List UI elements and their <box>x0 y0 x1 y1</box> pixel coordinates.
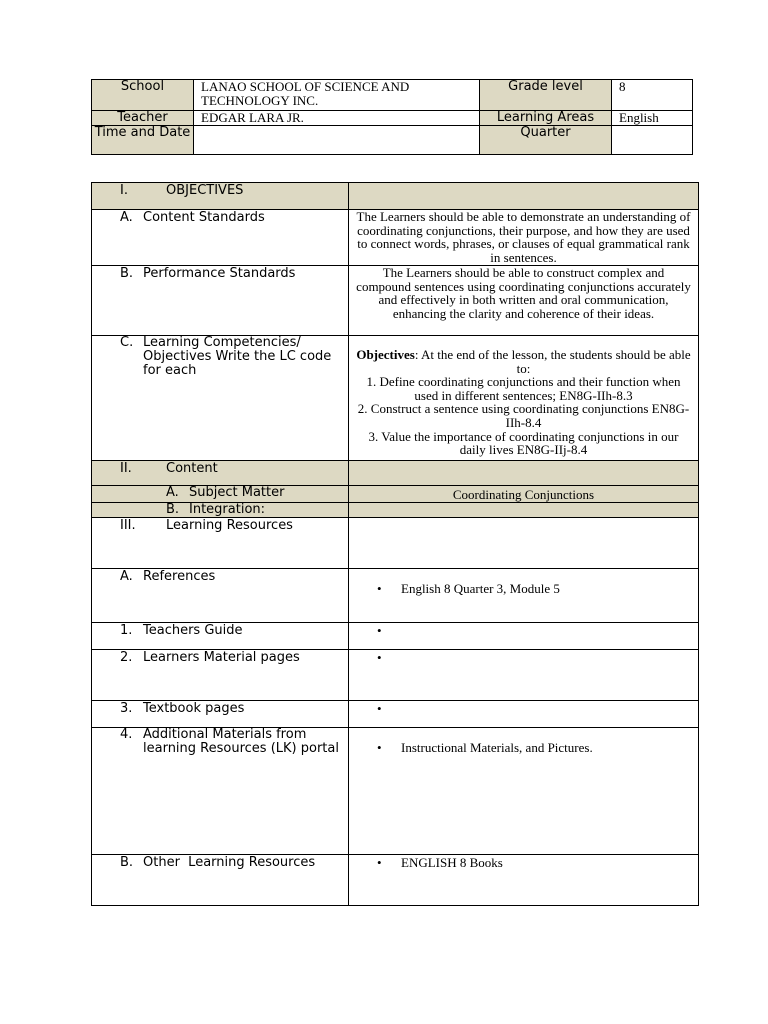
school-label: School <box>92 80 194 111</box>
additional-materials-cell <box>92 727 349 854</box>
bullet-icon: • <box>377 854 382 870</box>
learning-areas-label: Learning Areas <box>480 111 612 126</box>
additional-materials-label: Additional Materials from learning Resources (LK) portal <box>143 726 339 756</box>
integration-cell <box>92 502 349 517</box>
subject-matter-num: A. <box>166 485 179 500</box>
bullet-icon: • <box>377 739 382 755</box>
objectives-intro: : At the end of the lesson, the students should be able to: <box>414 347 691 376</box>
teachers-guide-cell <box>92 622 349 649</box>
learners-material-label: Learners Material pages <box>143 649 300 665</box>
textbook-pages-num: 3. <box>120 700 133 716</box>
learners-material-cell <box>92 649 349 700</box>
lesson-plan-table <box>91 182 699 906</box>
grade-level-value: 8 <box>612 80 693 111</box>
bullet-icon: • <box>377 649 382 665</box>
textbook-pages-value-cell <box>349 700 699 727</box>
content-heading-right <box>349 461 699 486</box>
learning-competencies-cell <box>92 336 349 461</box>
bullet-icon: • <box>377 580 382 596</box>
content-standards-text: The Learners should be able to demonstrate an understanding of coordinating conjunctions, their purpose, and how they are used to connect words, phrases, or clauses of equal grammatical rank in sentences. <box>349 210 699 266</box>
textbook-pages-label: Textbook pages <box>143 700 245 716</box>
performance-standards-num: B. <box>120 266 134 281</box>
learning-resources-heading <box>92 517 349 568</box>
additional-materials-value: Instructional Materials, and Pictures. <box>401 739 593 755</box>
bullet-icon: • <box>377 700 382 716</box>
integration-num: B. <box>166 501 180 517</box>
teacher-label: Teacher <box>92 111 194 126</box>
performance-standards-text: The Learners should be able to construct complex and compound sentences using coordinating conjunctions accurately and effectively in both written and oral communication, enhancing the clarity and coherence of their ideas. <box>349 266 699 336</box>
subject-matter-label: Subject Matter <box>189 485 285 500</box>
learning-areas-value: English <box>612 111 693 126</box>
objectives-intro-line <box>355 348 692 375</box>
other-resources-num: B. <box>120 854 134 870</box>
teachers-guide-value-cell <box>349 622 699 649</box>
objective-3: 3. Value the importance of coordinating conjunctions in our daily lives EN8G-IIj-8.4 <box>368 428 679 458</box>
textbook-pages-cell <box>92 700 349 727</box>
additional-materials-value-cell <box>349 727 699 854</box>
other-resources-value: ENGLISH 8 Books <box>401 854 503 870</box>
learning-competencies-text <box>349 336 699 461</box>
objectives-title: OBJECTIVES <box>166 183 244 198</box>
integration-label: Integration: <box>189 501 266 517</box>
grade-level-label: Grade level <box>480 80 612 111</box>
references-value-cell <box>349 568 699 622</box>
quarter-value <box>612 126 693 155</box>
objectives-heading <box>92 183 349 210</box>
content-numeral: II. <box>120 461 132 476</box>
teacher-value: EDGAR LARA JR. <box>194 111 480 126</box>
objective-1: 1. Define coordinating conjunctions and their function when used in different sentences; EN8G-IIh-8.3 <box>366 374 681 403</box>
references-value: English 8 Quarter 3, Module 5 <box>401 580 560 596</box>
learning-resources-right <box>349 517 699 568</box>
objective-2: 2. Construct a sentence using coordinating conjunctions EN8G-IIh-8.4 <box>357 401 690 430</box>
content-standards-num: A. <box>120 210 133 225</box>
learners-material-value-cell <box>349 649 699 700</box>
performance-standards-cell <box>92 266 349 336</box>
objectives-numeral: I. <box>120 183 128 198</box>
integration-value <box>349 502 699 517</box>
learning-competencies-label: Learning Competencies/ Objectives Write the LC code for each <box>143 335 332 378</box>
time-and-date-label: Time and Date <box>92 126 194 155</box>
time-and-date-value <box>194 126 480 155</box>
bullet-icon: • <box>377 622 382 638</box>
learning-resources-numeral: III. <box>120 517 136 533</box>
objectives-bold-label: Objectives <box>356 347 415 362</box>
subject-matter-cell <box>92 486 349 503</box>
learning-competencies-num: C. <box>120 335 134 350</box>
subject-matter-value: Coordinating Conjunctions <box>349 486 699 503</box>
other-resources-cell <box>92 854 349 905</box>
content-heading <box>92 461 349 486</box>
references-num: A. <box>120 568 133 584</box>
other-resources-label: Other Learning Resources <box>143 854 316 870</box>
performance-standards-label: Performance Standards <box>143 266 296 281</box>
teachers-guide-label: Teachers Guide <box>143 622 243 638</box>
content-standards-cell <box>92 210 349 266</box>
quarter-label: Quarter <box>480 126 612 155</box>
content-title: Content <box>166 461 218 476</box>
learners-material-num: 2. <box>120 649 133 665</box>
teachers-guide-num: 1. <box>120 622 133 638</box>
objectives-heading-right <box>349 183 699 210</box>
content-standards-label: Content Standards <box>143 210 265 225</box>
header-table <box>91 79 693 155</box>
references-label: References <box>143 568 216 584</box>
school-value: LANAO SCHOOL OF SCIENCE AND TECHNOLOGY INC. <box>194 80 480 111</box>
references-cell <box>92 568 349 622</box>
learning-resources-title: Learning Resources <box>166 517 293 533</box>
other-resources-value-cell <box>349 854 699 905</box>
additional-materials-num: 4. <box>120 726 133 742</box>
